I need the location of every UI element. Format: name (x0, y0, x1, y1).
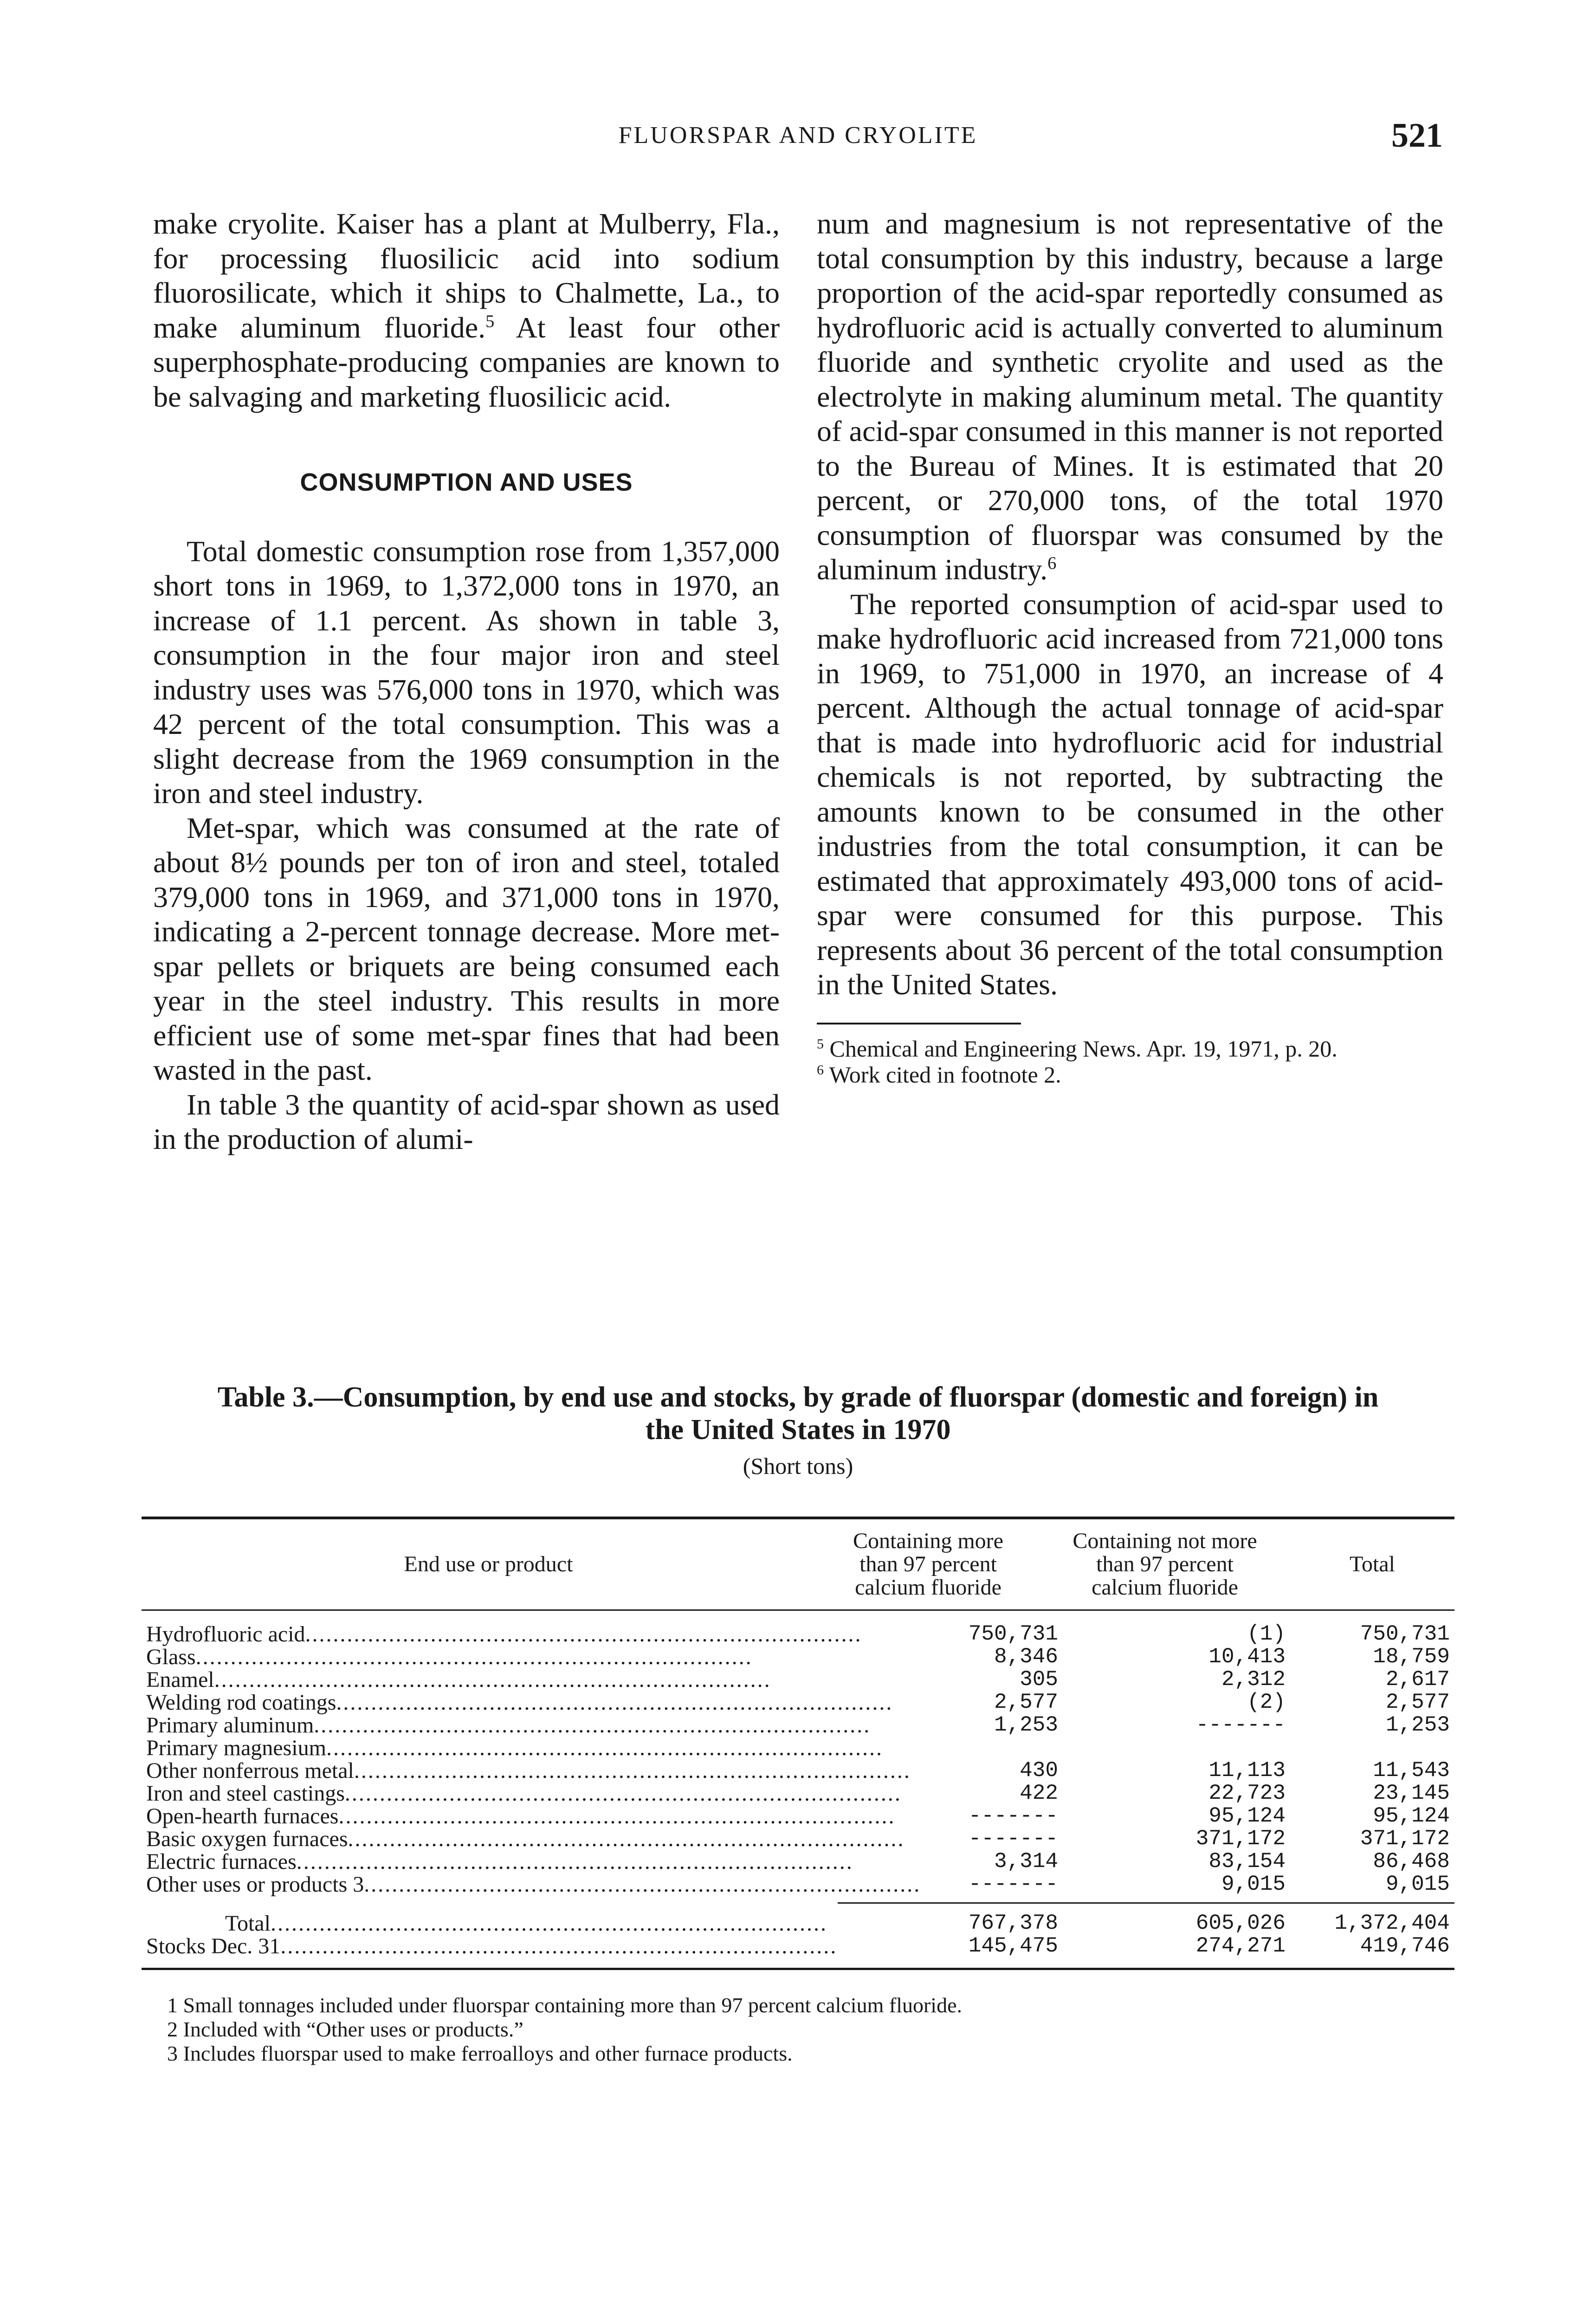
column-header: End use or product (404, 1552, 573, 1576)
footnote-divider (817, 1023, 1021, 1024)
table-title: Table 3.—Consumption, by end use and stocks, by grade of fluorspar (domestic and foreign) in the United States in 1970 (217, 1381, 1379, 1446)
table-note: 2 Included with “Other uses or products.” (167, 2017, 523, 2041)
paragraph: num and magnesium is not representative of the total consumption by this industry, because a large proportion of the acid-spar reportedly consumed as hydrofluoric acid is actually converted to aluminum fluoride and synthetic cryolite and used as the electrolyte in making aluminum metal. The quantity of acid-spar consumed in this manner is not reported to the Bureau of Mines. It is estimated that 20 percent, or 270,000 tons, of the total 1970 consumption of fluorspar was consumed by the aluminum industry.$^6$ (817, 207, 1443, 586)
column-header: Containing more than 97 percent calcium fluoride (853, 1529, 1003, 1600)
page-number: 521 (1391, 117, 1443, 155)
table-row: Glass................................................................................ 8,346 10,413 18,759 (146, 1645, 1450, 1669)
table-row: Basic oxygen furnaces................................................................................ ------- 371,172 371,172 (146, 1827, 1450, 1851)
paragraph: make cryolite. Kaiser has a plant at Mulberry, Fla., for processing fluosilicic acid into sodium fluorosilicate, which it ships to Chalmette, La., to make aluminum fluoride.$^5$ At least four other superphosphate-producing companies are known to be salvaging and marketing fluosilicic acid. (153, 207, 780, 413)
running-title: FLUORSPAR AND CRYOLITE (618, 122, 978, 149)
footnote: $^5$ Chemical and Engineering News. Apr. 19, 1971, p. 20. (817, 1035, 1338, 1062)
table-row: Other nonferrous metal................................................................................ 430 11,113 11,543 (146, 1758, 1450, 1783)
paragraph: In table 3 the quantity of acid-spar shown as used in the production of alumi- (153, 1088, 780, 1155)
paragraph: Total domestic consumption rose from 1,357,000 short tons in 1969, to 1,372,000 tons in 1970, an increase of 1.1 percent. As shown in table 3, consumption in the four major iron and steel industry uses was 576,000 tons in 1970, which was 42 percent of the total consumption. This was a slight decrease from the 1969 consumption in the iron and steel industry. (153, 534, 780, 810)
table-row: Primary aluminum................................................................................ 1,253 ------- 1,253 (146, 1713, 1450, 1738)
table-row: Open-hearth furnaces................................................................................ ------- 95,124 95,124 (146, 1804, 1450, 1828)
paragraph: The reported consumption of acid-spar used to make hydrofluoric acid increased from 721,000 tons in 1969, to 751,000 in 1970, an increase of 4 percent. Although the actual tonnage of acid-spar that is made into hydrofluoric acid for industrial chemicals is not reported, by subtracting the amounts known to be consumed in the other industries from the total consumption, it can be estimated that approximately 493,000 tons of acid-spar were consumed for this purpose. This represents about 36 percent of the total consumption in the United States. (817, 587, 1443, 1001)
column-header: Containing not more than 97 percent calcium fluoride (1073, 1529, 1257, 1600)
table-row: Enamel................................................................................ 305 2,312 2,617 (146, 1667, 1450, 1692)
table-total-row: Total................................................................................ 767,378 605,026 1,372,404 (225, 1911, 1450, 1936)
table-header-row (142, 1519, 1454, 1609)
footnote: $^6$ Work cited in footnote 2. (817, 1061, 1061, 1088)
table-3 (142, 1381, 1454, 2066)
paragraph: Met-spar, which was consumed at the rate of about 8½ pounds per ton of iron and steel, totaled 379,000 tons in 1969, and 371,000 tons in 1970, indicating a 2-percent tonnage decrease. More met-spar pellets or briquets are being consumed each year in the steel industry. This results in more efficient use of some met-spar fines that had been wasted in the past. (153, 811, 780, 1086)
table-notes (142, 1993, 1454, 2066)
table-note: 1 Small tonnages included under fluorspar containing more than 97 percent calcium fluoride. (167, 1993, 962, 2017)
page-header (153, 117, 1443, 163)
table-row: Primary magnesium................................................................................ (146, 1736, 883, 1760)
table-stocks-row: Stocks Dec. 31................................................................................ 145,475 274,271 419,746 (146, 1934, 1450, 1958)
footnote-ref: 5 (485, 311, 495, 331)
table-note: 3 Includes fluorspar used to make ferroalloys and other furnace products. (167, 2042, 793, 2065)
table-bottom-rule (142, 1968, 1454, 1970)
table-row: Electric furnaces................................................................................ 3,314 83,154 86,468 (146, 1849, 1450, 1874)
table-units: (Short tons) (743, 1453, 853, 1479)
footnote-ref: 6 (1047, 553, 1057, 573)
section-heading: CONSUMPTION AND USES (300, 468, 633, 496)
left-column (153, 207, 780, 1157)
column-header: Total (1350, 1552, 1395, 1576)
table-row: Other uses or products 3................................................................................ ------- 9,015 9,015 (146, 1872, 1450, 1897)
table-row: Welding rod coatings................................................................................ 2,577 (2) 2,577 (146, 1690, 1450, 1715)
table-row: Hydrofluoric acid................................................................................ 750,731 (1) 750,731 (146, 1622, 1450, 1647)
consumption-table (142, 1519, 1454, 1958)
right-column (817, 207, 1443, 1088)
table-row: Iron and steel castings................................................................................ 422 22,723 23,145 (146, 1781, 1450, 1806)
